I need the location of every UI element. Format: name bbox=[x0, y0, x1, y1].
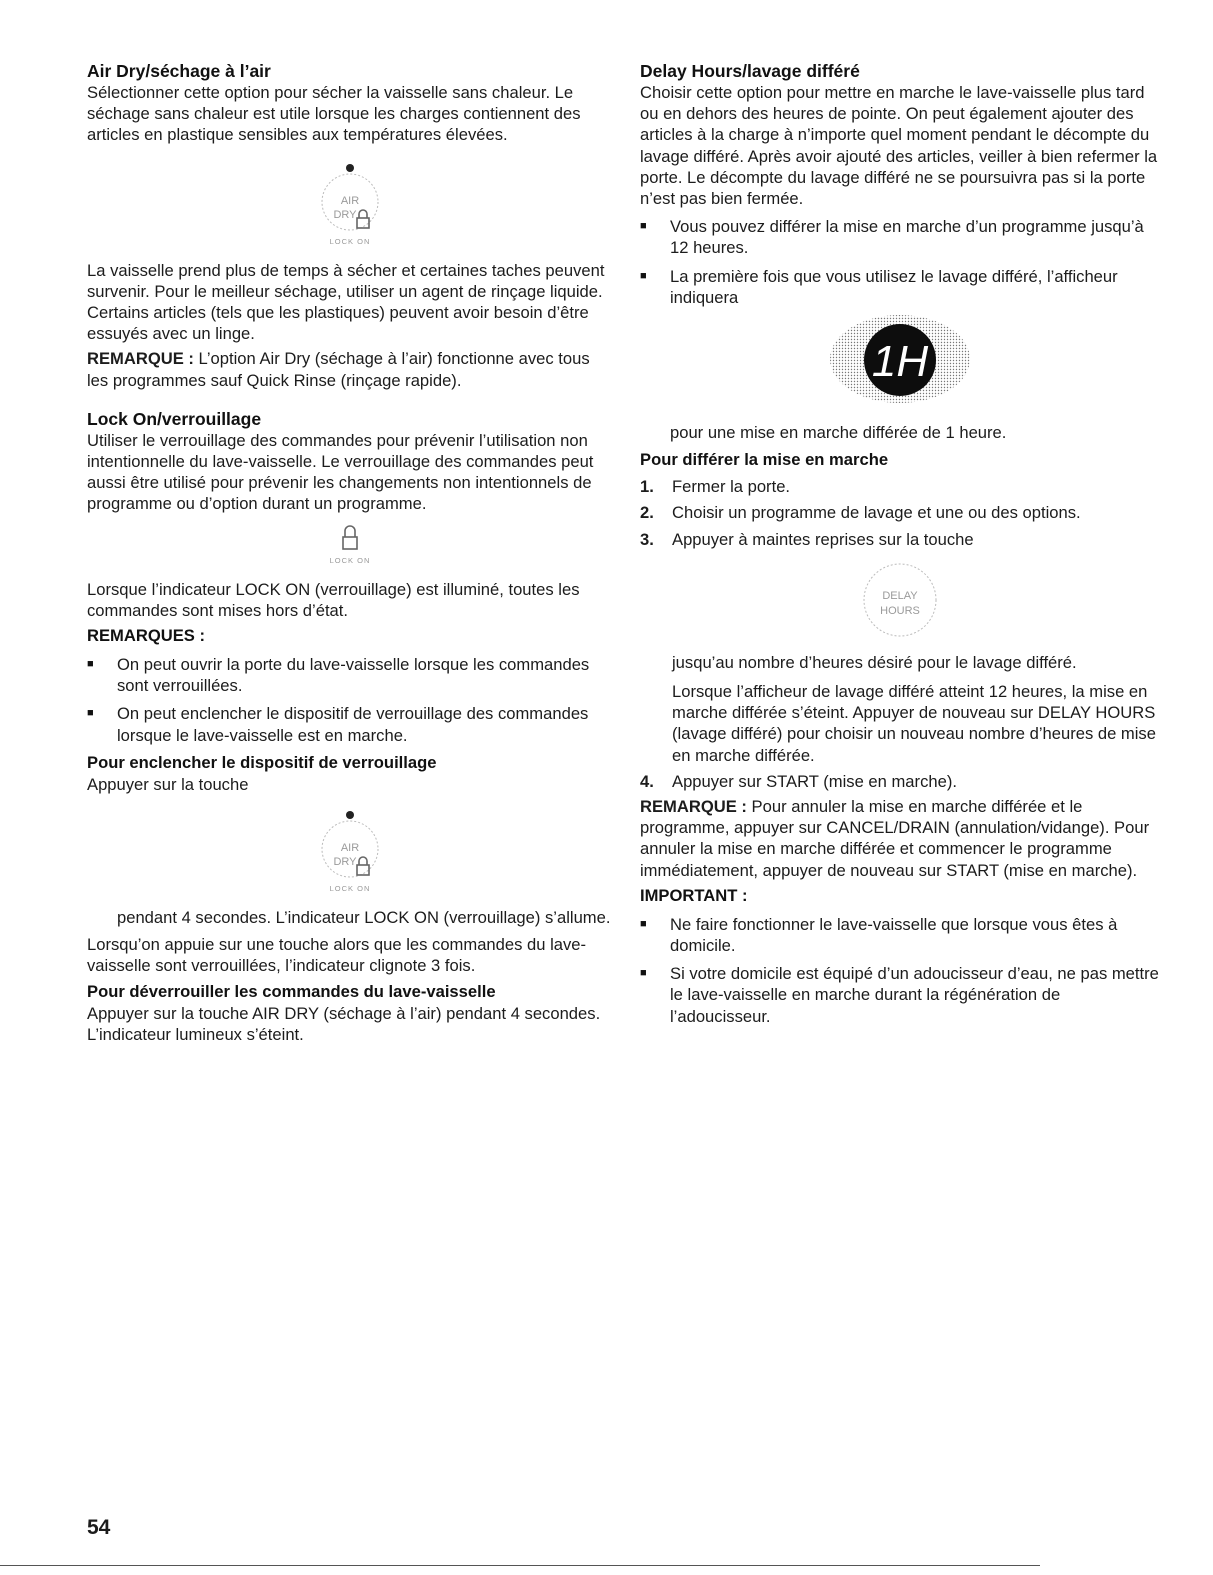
list-item: ■ Vous pouvez différer la mise en marche d’un programme jusqu’à 12 heures. bbox=[640, 216, 1160, 258]
air-dry-button-figure-2 bbox=[87, 799, 612, 903]
lock-heading: Lock On/verrouillage bbox=[87, 408, 262, 429]
list-item: ■ La première fois que vous utilisez le lavage différé, l’afficheur indiquera bbox=[640, 266, 1160, 308]
list-item bbox=[640, 771, 1160, 792]
air-dry-button-figure bbox=[87, 152, 612, 256]
lock-on-caption: LOCK ON bbox=[329, 884, 370, 894]
step-text: Appuyer sur START (mise en marche). bbox=[672, 771, 957, 791]
list-item bbox=[640, 502, 1160, 523]
unlock-heading: Pour déverrouiller les commandes du lave-vaisselle bbox=[87, 981, 496, 1001]
steps-heading: Pour différer la mise en marche bbox=[640, 450, 889, 470]
step-text: Fermer la porte. bbox=[672, 477, 791, 497]
unlock-instruction: Appuyer sur la touche AIR DRY (séchage à l’air) pendant 4 secondes. L’indicateur lumineux s’éteint. bbox=[87, 1003, 601, 1044]
lock-on-caption: LOCK ON bbox=[329, 555, 370, 565]
display-explanation: pour une mise en marche différée de 1 heure. bbox=[670, 423, 1007, 443]
lock-description: Utiliser le verrouillage des commandes pour prévenir l’utilisation non intentionnelle du lave-vaisselle. Le verrouillage des commandes peut aussi être utilisé pour prévenir les changements non intentionnels de programme ou d’option durant un programme. bbox=[87, 430, 594, 514]
air-dry-details: La vaisselle prend plus de temps à sécher et certaines taches peuvent survenir. Pour le meilleur séchage, utiliser un agent de rinçage liquide. Certains articles (tels que les plastiques) peuvent avoir besoin d’être essuyés avec un linge. bbox=[87, 260, 605, 344]
list-item: ■ Si votre domicile est équipé d’un adoucisseur d’eau, ne pas mettre le lave-vaisselle en marche durant la régénération de l’adoucisseur. bbox=[640, 963, 1160, 1027]
air-dry-button-icon bbox=[295, 799, 405, 903]
delay-steps bbox=[640, 476, 1160, 550]
twelve-hours-text: Lorsque l’afficheur de lavage différé atteint 12 heures, la mise en marche différée s’éteint. Appuyer de nouveau sur DELAY HOURS (lavage différé) pour choisir un nouveau nombre d’heures de mise en marche différée. bbox=[672, 682, 1156, 765]
list-item bbox=[640, 476, 1160, 497]
note-label: REMARQUE : bbox=[87, 349, 194, 369]
lock-indicator-text: Lorsque l’indicateur LOCK ON (verrouillage) est illuminé, toutes les commandes sont mises hors d’état. bbox=[87, 579, 580, 620]
lock-icon bbox=[343, 526, 357, 549]
important-list bbox=[640, 914, 1160, 1027]
important-heading: IMPORTANT : bbox=[640, 885, 748, 905]
engage-lock-instruction: Appuyer sur la touche bbox=[87, 774, 249, 794]
air-dry-note bbox=[87, 348, 612, 390]
delay-note bbox=[640, 796, 1160, 881]
display-value: 1H bbox=[871, 337, 929, 387]
step-number: 2. bbox=[640, 503, 654, 523]
air-dry-button-label-dry: DRY bbox=[332, 208, 357, 221]
lock-icon bbox=[357, 857, 369, 875]
air-dry-heading: Air Dry/séchage à l’air bbox=[87, 61, 271, 81]
air-dry-description: Sélectionner cette option pour sécher la vaisselle sans chaleur. Le séchage sans chaleur est utile lorsque les charges contiennent des articles en plastique sensibles aux températures élevées. bbox=[87, 83, 581, 145]
list-item: ■ Ne faire fonctionner le lave-vaisselle que lorsque vous êtes à domicile. bbox=[640, 914, 1160, 956]
page-number: 54 bbox=[87, 1516, 111, 1539]
engage-lock-heading: Pour enclencher le dispositif de verrouillage bbox=[87, 752, 437, 772]
note-text: Pour annuler la mise en marche différée et le programme, appuyer sur CANCEL/DRAIN (annulation/vidange). Pour annuler la mise en marche différée et commencer le programme immédiatement, appuyer de nouveau sur START (mise en marche). bbox=[640, 797, 1150, 880]
lock-icon bbox=[357, 210, 369, 228]
delay-hours-button-icon bbox=[850, 560, 950, 640]
right-column bbox=[640, 60, 1160, 1027]
note-text: L’option Air Dry (séchage à l’air) fonctionne avec tous les programmes sauf Quick Rinse (rinçage rapide). bbox=[87, 349, 590, 390]
delay-description: Choisir cette option pour mettre en marche le lave-vaisselle plus tard ou en dehors des heures de pointe. On peut également ajouter des articles à la charge à n’importe quel moment pendant le décompte du lavage différé. Après avoir ajouté des articles, veiller à bien refermer la porte. Le décompte du lavage différé ne se poursuivra pas si la porte n’est pas bien fermée. bbox=[640, 83, 1158, 209]
lock-on-icon bbox=[310, 521, 390, 571]
air-dry-button-label-air: AIR bbox=[340, 842, 359, 855]
remarques-heading: REMARQUES : bbox=[87, 626, 206, 646]
delay-button-figure bbox=[640, 560, 1160, 640]
delay-heading: Delay Hours/lavage différé bbox=[640, 61, 860, 81]
step-text: Appuyer à maintes reprises sur la touche bbox=[672, 529, 974, 549]
list-item: ■ On peut ouvrir la porte du lave-vaisselle lorsque les commandes sont verrouillées. bbox=[87, 654, 612, 696]
air-dry-button-label-air: AIR bbox=[340, 194, 359, 207]
list-item bbox=[640, 529, 1160, 550]
display-figure bbox=[640, 314, 1160, 414]
bottom-divider bbox=[0, 1565, 1040, 1566]
delay-steps-continued bbox=[640, 771, 1160, 792]
step-number: 3. bbox=[640, 529, 654, 549]
air-dry-button-icon bbox=[295, 152, 405, 256]
delay-button-label-delay: DELAY bbox=[882, 589, 918, 602]
note-label: REMARQUE : bbox=[640, 797, 747, 817]
step-number: 4. bbox=[640, 771, 654, 791]
after-button-text: jusqu’au nombre d’heures désiré pour le lavage différé. bbox=[672, 652, 1077, 672]
engage-lock-result: pendant 4 secondes. L’indicateur LOCK ON (verrouillage) s’allume. bbox=[117, 908, 611, 928]
lock-remarques-list bbox=[87, 654, 612, 746]
lock-blink-text: Lorsqu’on appuie sur une touche alors que les commandes du lave-vaisselle sont verrouillées, l’indicateur clignote 3 fois. bbox=[87, 935, 587, 976]
air-dry-button-label-dry: DRY bbox=[332, 856, 357, 869]
led-display-icon bbox=[820, 314, 980, 414]
list-item: ■ On peut enclencher le dispositif de verrouillage des commandes lorsque le lave-vaisselle est en marche. bbox=[87, 703, 612, 745]
lock-figure bbox=[87, 521, 612, 571]
left-column bbox=[87, 60, 612, 1045]
lock-on-caption: LOCK ON bbox=[329, 236, 370, 246]
step-number: 1. bbox=[640, 477, 654, 497]
delay-button-label-hours: HOURS bbox=[880, 604, 920, 617]
delay-bullets bbox=[640, 216, 1160, 308]
step-text: Choisir un programme de lavage et une ou des options. bbox=[672, 503, 1081, 523]
